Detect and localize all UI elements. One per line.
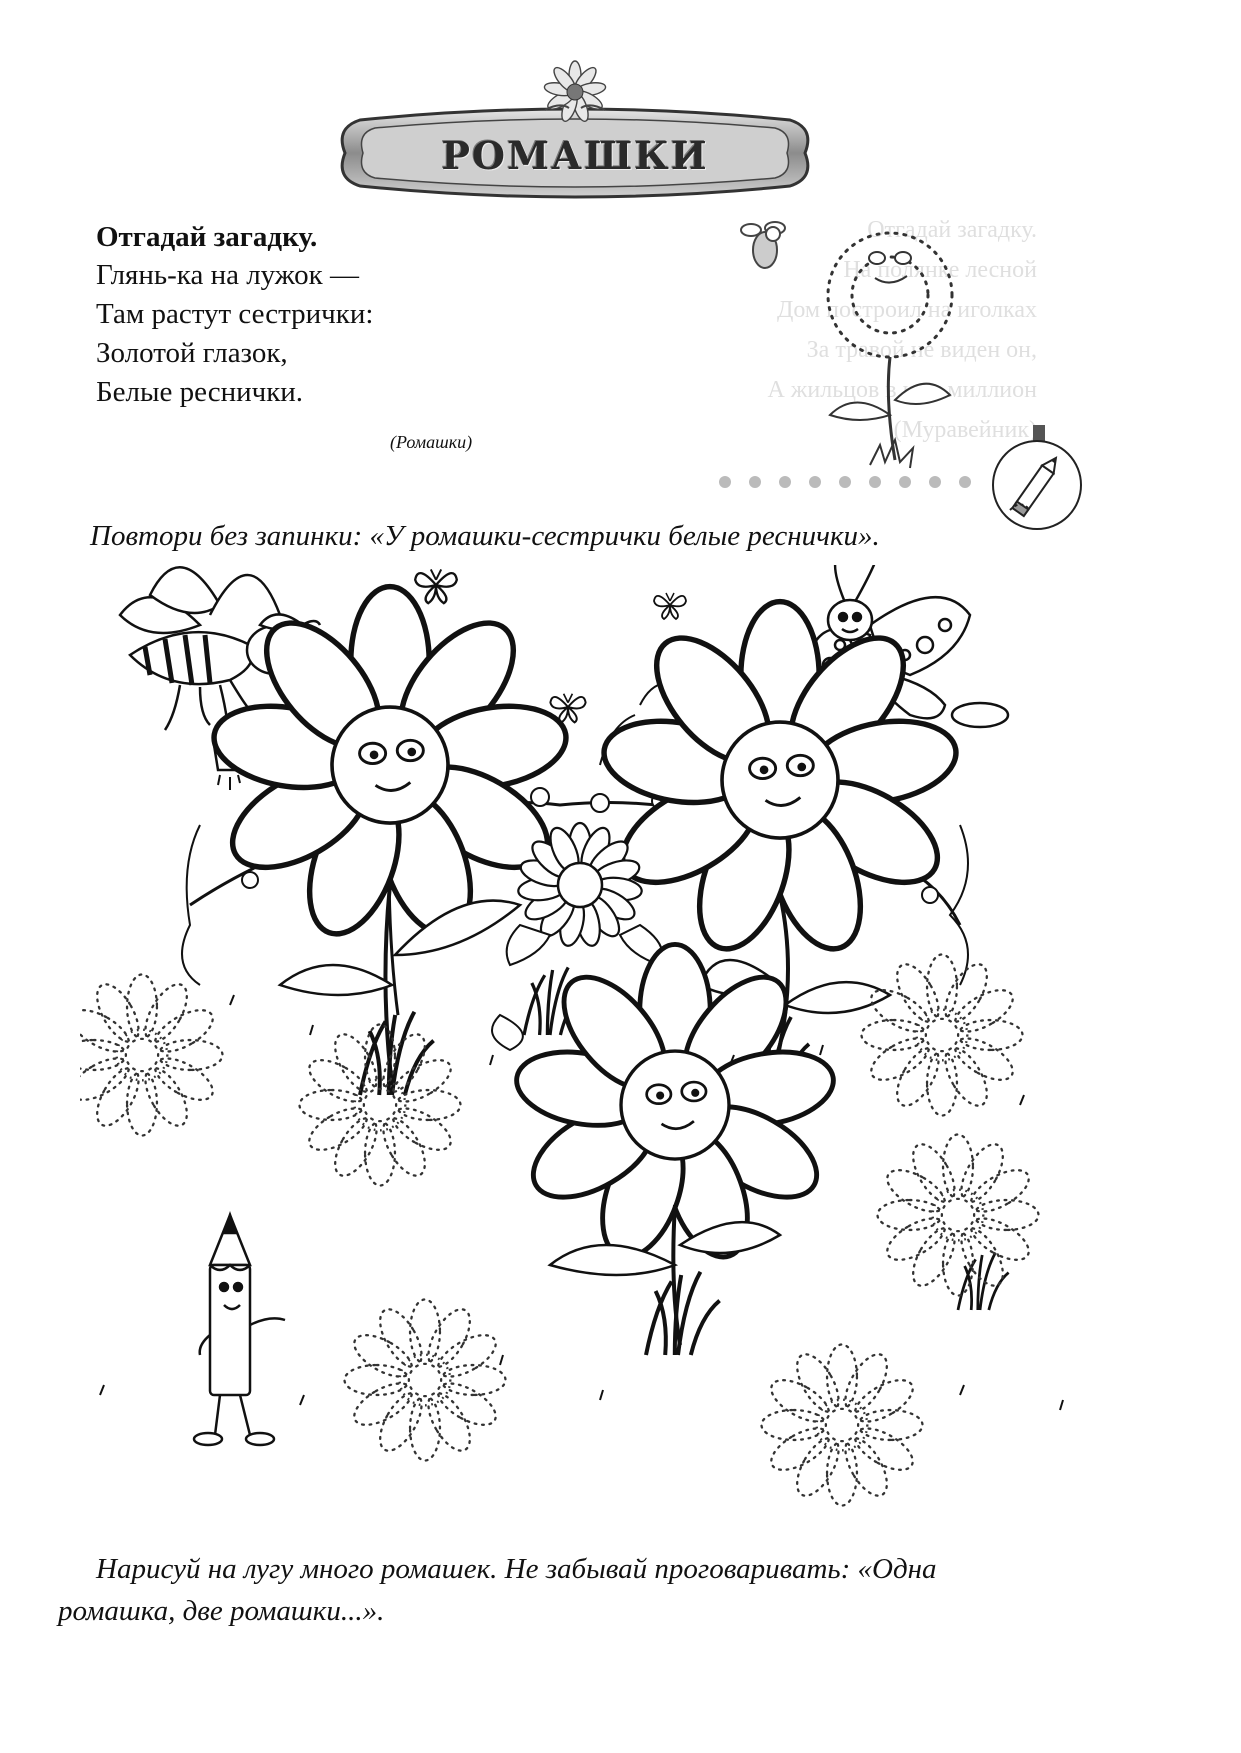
repeat-instruction: Повтори без запинки: «У ромашки-сестрички белые реснички». xyxy=(90,520,880,552)
draw-instruction-line: Нарисуй на лугу много ромашек. Не забывай проговаривать: «Одна xyxy=(96,1553,937,1585)
daisy-icon xyxy=(300,1025,461,1186)
pencil-icon xyxy=(990,438,1085,533)
butterfly-icon xyxy=(654,593,686,619)
riddle-line: Белые реснички. xyxy=(96,376,304,408)
riddle-line: Глянь-ка на лужок — xyxy=(96,259,359,291)
meadow-illustration xyxy=(80,565,1080,1515)
riddle-answer: (Ромашки) xyxy=(390,432,473,452)
butterfly-icon xyxy=(415,569,457,603)
riddle-heading: Отгадай загадку. xyxy=(96,221,318,253)
title-banner xyxy=(335,58,815,208)
daisy-icon xyxy=(862,955,1023,1116)
daisy-icon xyxy=(878,1135,1039,1296)
page-title: РОМАШКИ xyxy=(441,133,709,178)
daisy-icon xyxy=(80,975,223,1136)
riddle-block xyxy=(96,218,616,412)
riddle-line: Там растут сестрички: xyxy=(96,298,374,330)
riddle-line: Золотой глазок, xyxy=(96,337,288,369)
daisy-icon xyxy=(345,1300,506,1461)
draw-instruction-line: ромашка, две ромашки...». xyxy=(58,1595,385,1627)
draw-instruction xyxy=(58,1548,1158,1632)
pencil-character-icon xyxy=(194,1215,285,1445)
daisy-icon xyxy=(762,1345,923,1506)
